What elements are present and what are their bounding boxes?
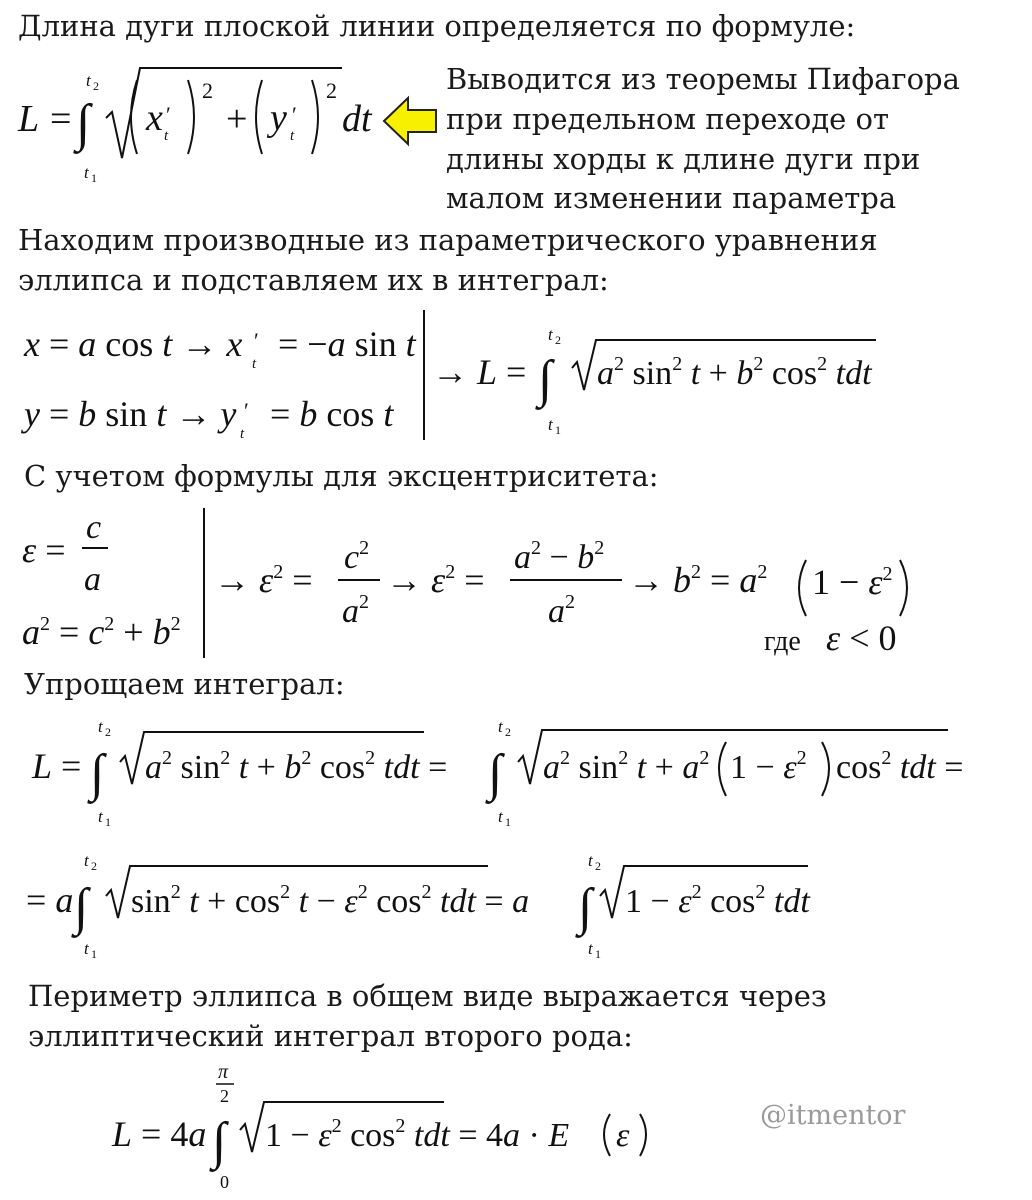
svg-text:t: t: [588, 851, 593, 870]
svg-text:t: t: [84, 163, 89, 182]
svg-text:t: t: [548, 325, 553, 344]
svg-text:2: 2: [595, 859, 601, 873]
svg-text:= b cos t: = b cos t: [270, 394, 394, 434]
svg-text:a2 − b2: $a^2 - b^2$: [514, 537, 605, 576]
svg-text:t: t: [86, 71, 91, 90]
svg-text:2: 2: [105, 725, 111, 739]
svg-text:+: +: [226, 98, 248, 140]
perimeter-text: Периметр эллипса в общем виде выражается через: [28, 979, 827, 1013]
note-line: малом изменении параметра: [446, 181, 897, 215]
svg-text:ε: ε: [616, 1117, 630, 1154]
watermark: @itmentor: [760, 1100, 906, 1131]
svg-text:→ ε2 =: → $\varepsilon^2$ =: [214, 560, 313, 600]
svg-text:2: 2: [91, 859, 97, 873]
simplify-text: Упрощаем интеграл:: [24, 667, 345, 701]
svg-text:′: ′: [292, 102, 297, 127]
svg-text:1: 1: [555, 423, 561, 437]
svg-text:2: 2: [202, 78, 213, 103]
svg-text:1 − ε2 cos2 tdt: $1 - \varepsilon^2$ $\cos^2$ tdt: [625, 881, 810, 920]
svg-text:1: 1: [91, 947, 97, 961]
svg-text:2: 2: [326, 78, 337, 103]
svg-text:t: t: [548, 415, 553, 434]
arc-length-formula: [17, 68, 373, 185]
where-label: где: [764, 626, 801, 657]
svg-text:∫: ∫: [538, 351, 553, 408]
svg-text:ε < 0: ε < 0: [826, 618, 897, 658]
svg-text:= a: = a: [26, 880, 74, 920]
svg-text:t: t: [240, 426, 245, 442]
perimeter-text: эллиптический интеграл второго рода:: [28, 1019, 633, 1053]
svg-text:ε =: ε =: [22, 530, 66, 570]
perimeter-formula: [111, 1061, 646, 1192]
svg-text:a2 = c2 + b2: $a^2 = c^2 + b^2$: [22, 612, 181, 652]
parametric-derivatives: [21, 310, 876, 442]
derivatives-text: Находим производные из параметрического уравнения: [18, 223, 878, 257]
svg-text:1 − ε2: $1 - \varepsilon^2$: [730, 747, 807, 786]
svg-text:→ ε2 =: → $\varepsilon^2$ =: [386, 560, 485, 600]
note-line: длины хорды к длине дуги при: [446, 142, 921, 176]
eccentricity-formula: [22, 508, 907, 658]
svg-text:t: t: [252, 356, 257, 372]
eccentricity-text: С учетом формулы для эксцентриситета:: [24, 459, 659, 493]
svg-text:1 − ε2 cos2 tdt = 4a · E: $1 - \varepsilon^2$ $\cos^2$ tdt = 4a · E: [265, 1115, 570, 1154]
svg-text:′: ′: [166, 102, 171, 127]
svg-text:sin2 t + cos2 t − ε2 cos2 tdt: $\sin^2 t + \cos^2 t - \varepsilon^2$ $\cos^2$ tdt = a: [131, 881, 530, 920]
svg-text:x = a cos t → x: x = a cos t → x: [24, 324, 243, 364]
svg-text:L =: L =: [32, 746, 82, 786]
svg-text:1 − ε2: $1 - \varepsilon^2$: [812, 562, 893, 602]
derivatives-text: эллипса и подставляем их в интеграл:: [18, 263, 609, 297]
svg-text:′: ′: [244, 398, 249, 423]
svg-text:′: ′: [254, 328, 259, 353]
svg-text:2: 2: [220, 1086, 229, 1106]
intro-text: Длина дуги плоской линии определяется по формуле:: [18, 9, 856, 43]
svg-text:a2: $a^2$: [342, 591, 369, 630]
svg-text:a: a: [84, 561, 101, 598]
svg-text:2: 2: [555, 333, 561, 347]
svg-text:2: 2: [505, 725, 511, 739]
svg-text:t: t: [498, 717, 503, 736]
svg-text:2: 2: [93, 79, 99, 93]
note-line: Выводится из теоремы Пифагора: [446, 62, 960, 96]
svg-text:a2 sin2 t + b2 cos2 tdt: $a^2$ $\sin^2 t + b^2$ $\cos^2$ tdt: [597, 353, 872, 392]
svg-text:∫: ∫: [488, 745, 503, 802]
svg-text:L: L: [18, 98, 40, 140]
svg-text:= −a sin t: = −a sin t: [278, 324, 416, 364]
svg-text:∫: ∫: [90, 745, 105, 802]
svg-text:cos2 tdt =: $\cos^2$ tdt =: [836, 747, 964, 786]
svg-text:t: t: [290, 128, 295, 144]
svg-text:π: π: [218, 1061, 229, 1083]
svg-text:t: t: [84, 939, 89, 958]
svg-text:x: x: [146, 97, 163, 139]
svg-text:1: 1: [105, 815, 111, 829]
svg-text:dt: dt: [342, 98, 372, 140]
svg-text:∫: ∫: [212, 1113, 227, 1170]
svg-text:→ L =: → L =: [432, 352, 527, 392]
svg-text:∫: ∫: [578, 879, 593, 936]
svg-text:a2 sin2 t + b2 cos2 tdt =: $a^2$ $\sin^2 t + b^2$ $\cos^2$ tdt =: [145, 747, 448, 786]
simplified-integral: [26, 717, 963, 961]
svg-text:∫: ∫: [74, 879, 89, 936]
svg-text:c2: $c^2$: [344, 537, 370, 576]
svg-text:1: 1: [505, 815, 511, 829]
left-arrow-icon: [384, 98, 436, 144]
svg-text:→ b2 = a2: → $b^2 = a^2$: [628, 560, 768, 600]
svg-text:t: t: [588, 939, 593, 958]
svg-text:t: t: [498, 807, 503, 826]
svg-text:a2: $a^2$: [548, 591, 575, 630]
svg-text:t: t: [98, 717, 103, 736]
svg-text:c: c: [86, 509, 102, 546]
svg-text:y = b sin t → y: y = b sin t → y: [24, 394, 237, 434]
svg-text:L = 4a: L = 4a: [112, 1114, 207, 1154]
svg-text:1: 1: [91, 171, 97, 185]
svg-text:∫: ∫: [76, 95, 91, 152]
svg-text:y: y: [270, 97, 287, 139]
svg-text:t: t: [84, 851, 89, 870]
svg-text:a2 sin2 t + a2: $a^2$ $\sin^2 t + a^2$: [543, 747, 710, 786]
svg-text:t: t: [164, 128, 169, 144]
svg-text:t: t: [98, 807, 103, 826]
note-line: при предельном переходе от: [446, 102, 890, 136]
svg-text:1: 1: [595, 947, 601, 961]
svg-text:=: =: [50, 98, 72, 140]
svg-text:0: 0: [220, 1172, 229, 1192]
